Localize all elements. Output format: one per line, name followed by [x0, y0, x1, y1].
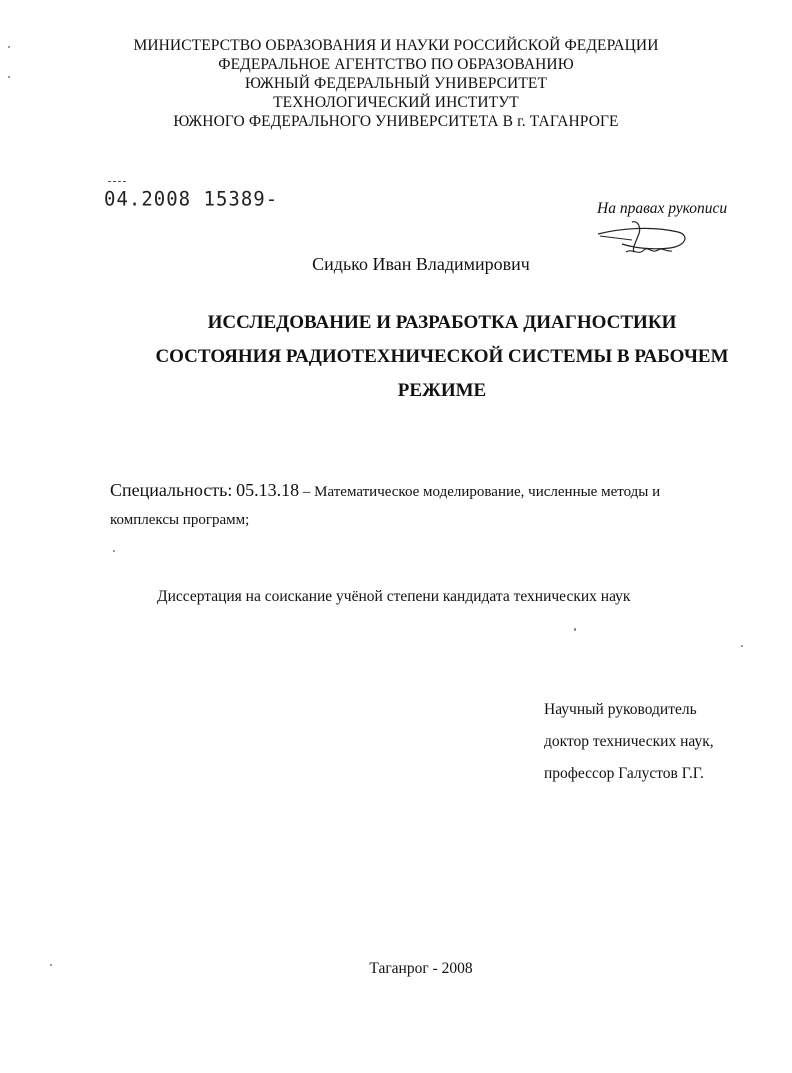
stamp-mark [108, 181, 126, 184]
title-line-3: РЕЖИМЕ [397, 380, 487, 401]
scan-speck [8, 76, 10, 78]
supervisor-role: Научный руководитель [544, 701, 697, 718]
title-line-1: ИССЛЕДОВАНИЕ И РАЗРАБОТКА ДИАГНОСТИКИ [207, 312, 677, 333]
manuscript-rights-note: На правах рукописи [597, 200, 728, 217]
header-line-university: ЮЖНЫЙ ФЕДЕРАЛЬНЫЙ УНИВЕРСИТЕТ [244, 75, 548, 92]
header-line-institute: ТЕХНОЛОГИЧЕСКИЙ ИНСТИТУТ [273, 94, 519, 111]
supervisor-block [544, 694, 714, 790]
institution-header [0, 36, 792, 131]
specialty-code: 05.13.18 [236, 480, 300, 500]
specialty-label: Специальность: [110, 480, 233, 500]
header-line-location: ЮЖНОГО ФЕДЕРАЛЬНОГО УНИВЕРСИТЕТА В г. ТАГАНРОГЕ [173, 113, 619, 130]
scan-speck [50, 964, 52, 966]
header-line-agency: ФЕДЕРАЛЬНОЕ АГЕНТСТВО ПО ОБРАЗОВАНИЮ [218, 56, 574, 73]
header-line-ministry: МИНИСТЕРСТВО ОБРАЗОВАНИЯ И НАУКИ РОССИЙСКОЙ ФЕДЕРАЦИИ [133, 37, 659, 54]
supervisor-name: профессор Галустов Г.Г. [544, 765, 704, 782]
scan-speck [113, 550, 115, 552]
specialty-description: – Математическое моделирование, численные методы и комплексы программ; [110, 484, 661, 528]
supervisor-degree: доктор технических наук, [544, 733, 714, 750]
scan-speck [574, 628, 576, 631]
specialty-block [110, 476, 710, 534]
dissertation-degree: Диссертация на соискание учёной степени кандидата технических наук [157, 588, 631, 605]
dissertation-title [136, 306, 748, 408]
title-line-2: СОСТОЯНИЯ РАДИОТЕХНИЧЕСКОЙ СИСТЕМЫ В РАБОЧЕМ [155, 346, 729, 367]
scan-speck [741, 645, 743, 647]
scan-speck [8, 46, 10, 48]
city-year: Таганрог - 2008 [369, 960, 473, 977]
library-stamp-number: 04.2008 15389- [104, 187, 279, 211]
author-name: Сидько Иван Владимирович [312, 254, 530, 274]
